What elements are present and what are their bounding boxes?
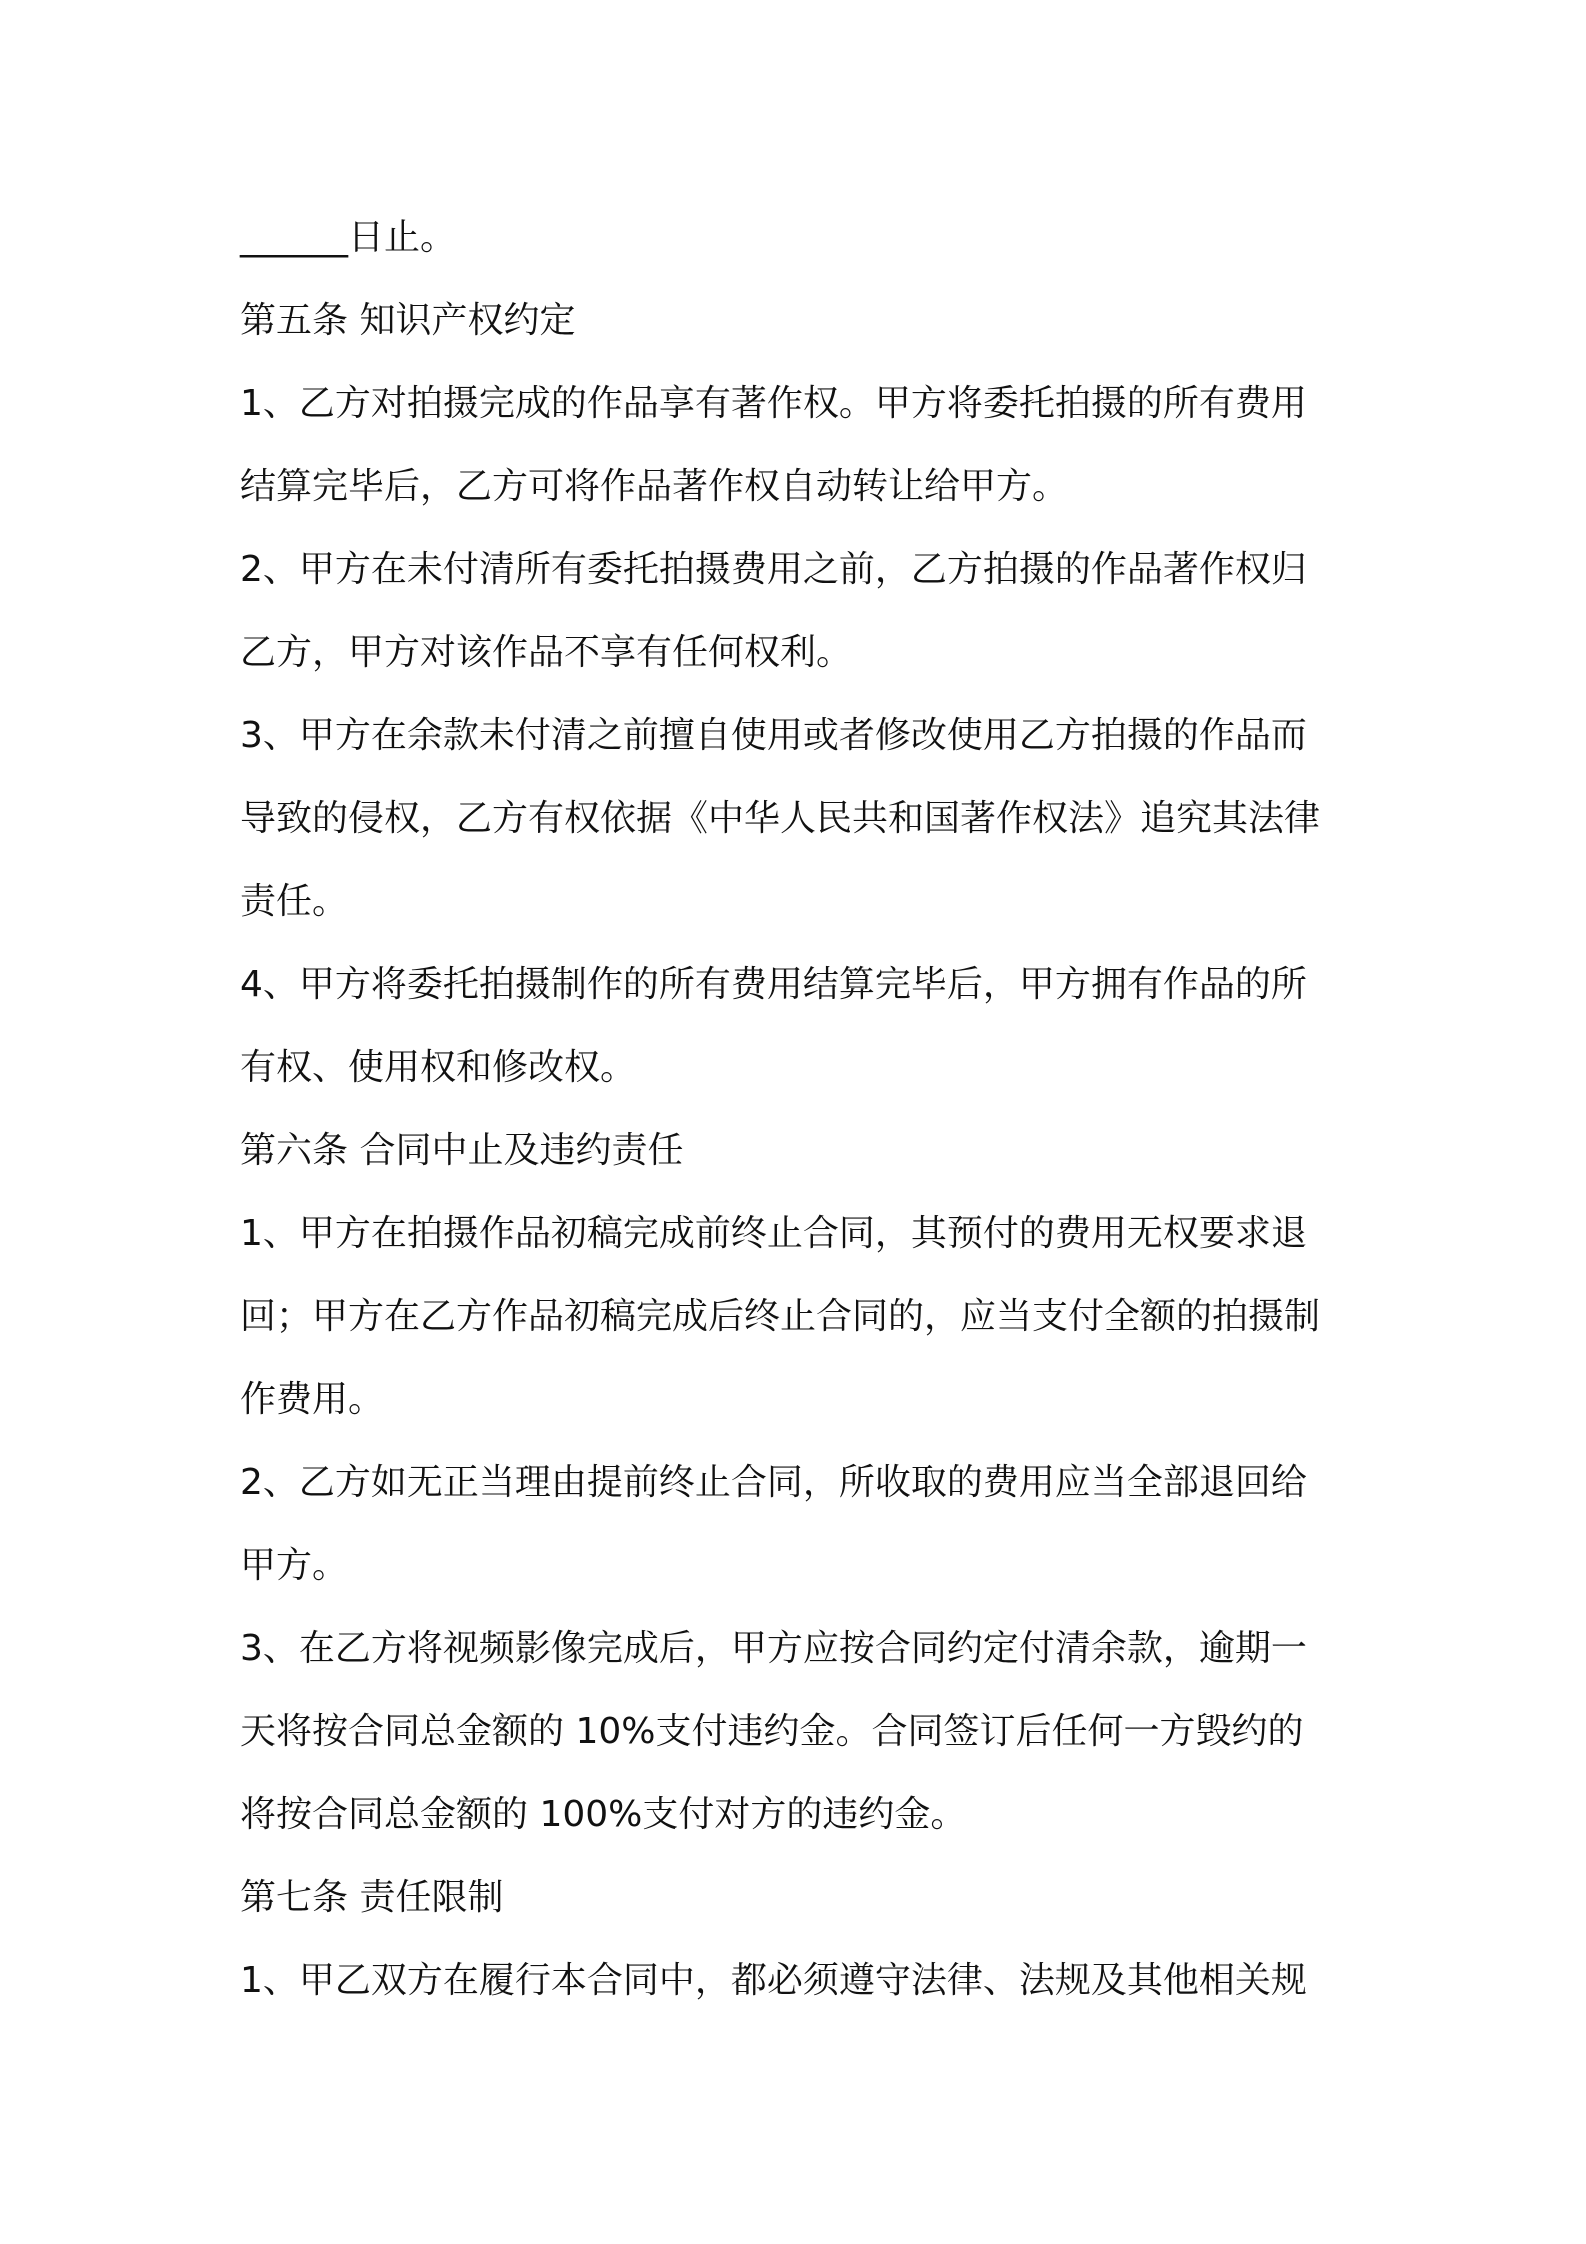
text-line: 1、甲方在拍摄作品初稿完成前终止合同，其预付的费用无权要求退 [240, 1213, 1307, 1254]
text-line: 4、甲方将委托拍摄制作的所有费用结算完毕后，甲方拥有作品的所 [240, 964, 1307, 1005]
text-line: 作费用。 [240, 1379, 385, 1420]
text-line: 2、甲方在未付清所有委托拍摄费用之前，乙方拍摄的作品著作权归 [240, 549, 1307, 590]
text-line: 导致的侵权，乙方有权依据《中华人民共和国著作权法》追究其法律 [240, 798, 1321, 839]
section-heading-7: 第七条 责任限制 [240, 1877, 504, 1918]
section-heading-5: 第五条 知识产权约定 [240, 300, 576, 341]
text-line: 回；甲方在乙方作品初稿完成后终止合同的，应当支付全额的拍摄制 [240, 1296, 1321, 1337]
text-line: 3、在乙方将视频影像完成后，甲方应按合同约定付清余款，逾期一 [240, 1628, 1307, 1669]
text-line: 2、乙方如无正当理由提前终止合同，所收取的费用应当全部退回给 [240, 1462, 1307, 1503]
text-line: 将按合同总金额的 100%支付对方的违约金。 [240, 1794, 967, 1835]
text-line: 乙方，甲方对该作品不享有任何权利。 [240, 632, 853, 673]
text-line: 1、甲乙双方在履行本合同中，都必须遵守法律、法规及其他相关规 [240, 1960, 1307, 2001]
document-body [240, 196, 1360, 2022]
text-line: 责任。 [240, 881, 349, 922]
text-line: 天将按合同总金额的 10%支付违约金。合同签订后任何一方毁约的 [240, 1711, 1304, 1752]
text-line: 结算完毕后，乙方可将作品著作权自动转让给甲方。 [240, 466, 1069, 507]
text-line: ______日止。 [240, 217, 457, 258]
text-line: 3、甲方在余款未付清之前擅自使用或者修改使用乙方拍摄的作品而 [240, 715, 1307, 756]
text-line: 甲方。 [240, 1545, 349, 1586]
section-heading-6: 第六条 合同中止及违约责任 [240, 1130, 684, 1171]
text-line: 1、乙方对拍摄完成的作品享有著作权。甲方将委托拍摄的所有费用 [240, 383, 1307, 424]
text-line: 有权、使用权和修改权。 [240, 1047, 637, 1088]
